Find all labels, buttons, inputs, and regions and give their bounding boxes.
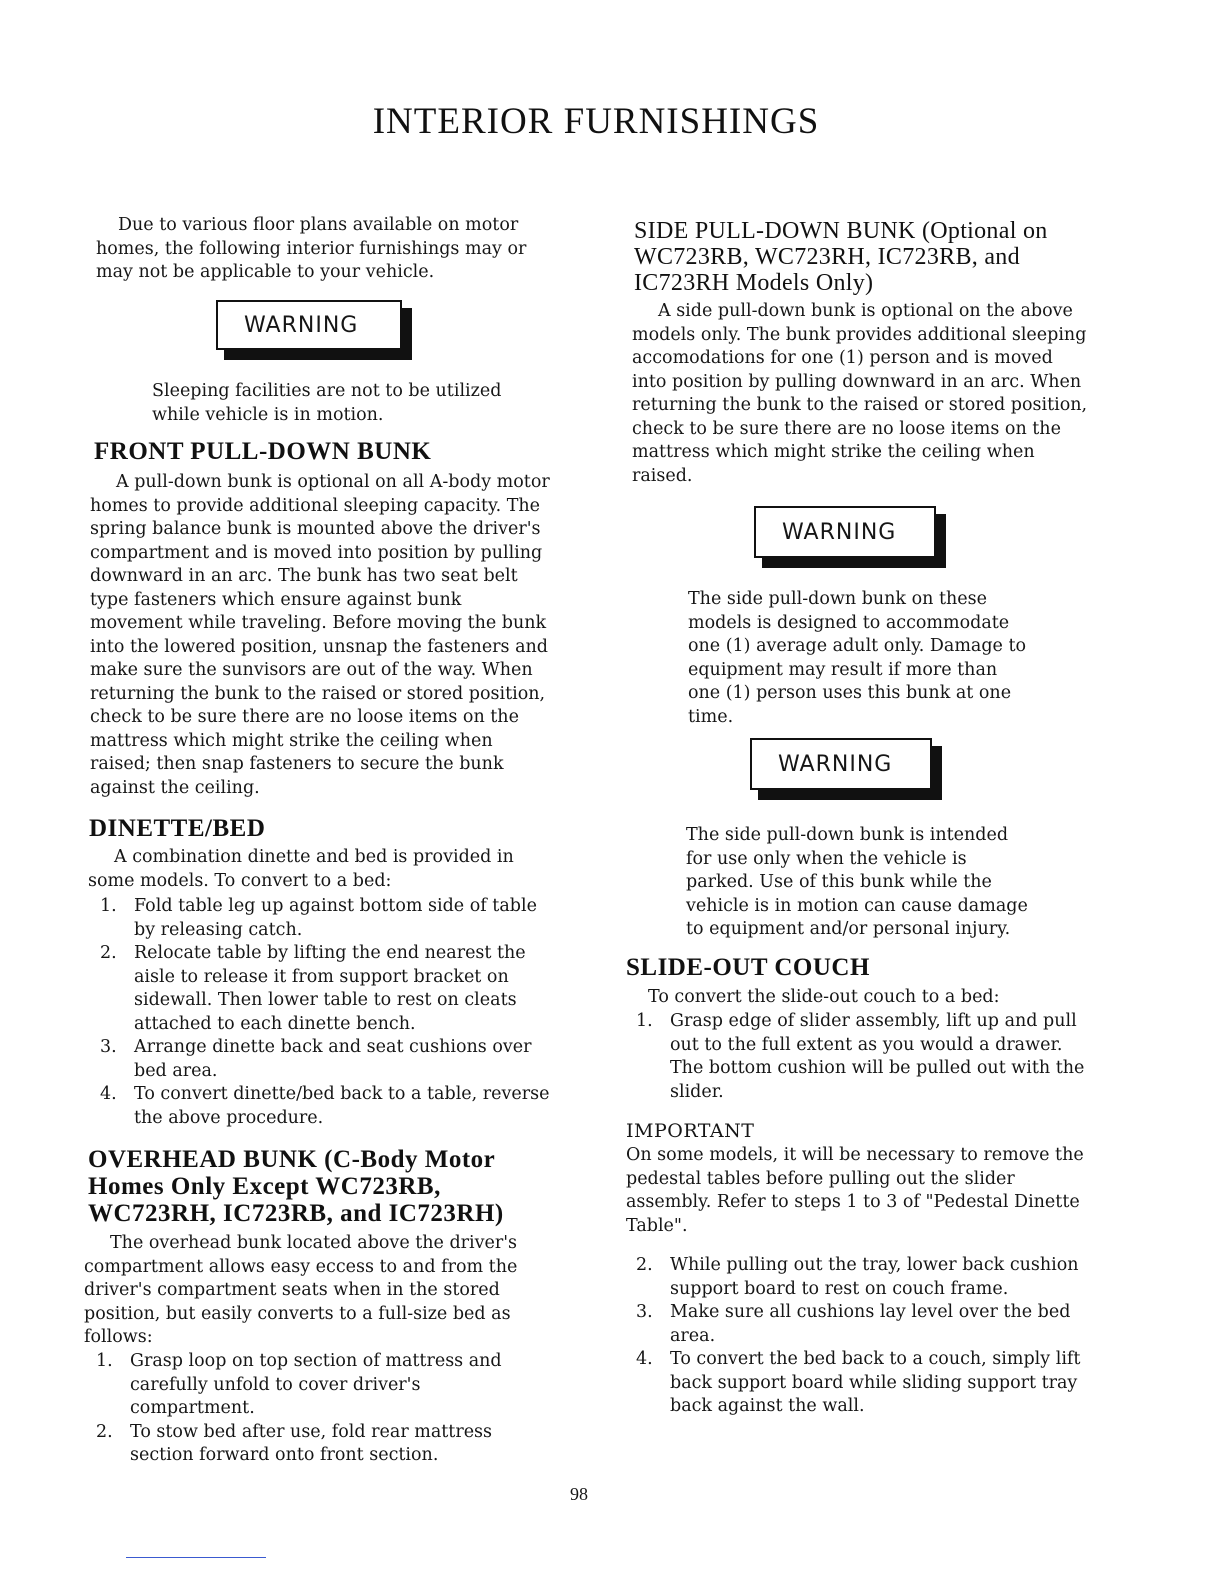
footer-rule xyxy=(126,1557,266,1558)
list-item: 3. Arrange dinette back and seat cushions over bed area. xyxy=(100,1037,532,1081)
page-number: 98 xyxy=(570,1484,588,1504)
warning-box-3 xyxy=(750,738,932,790)
list-item: 4. To convert the bed back to a couch, simply lift back support board while sliding support tray back against the wall. xyxy=(636,1349,1081,1416)
overhead-body: The overhead bunk located above the driver's compartment allows easy eccess to and from the driver's compartment seats when in the stored position, but easily converts to a full-size bed as follows: xyxy=(84,1233,518,1347)
front-bunk-body: A pull-down bunk is optional on all A-body motor homes to provide additional sleeping capacity. The spring balance bunk is mounted above the driver's compartment and is moved into position by pulling downward in an arc. The bunk has two seat belt type fasteners which ensure against bunk movement while traveling. Before moving the bunk into the lowered position, unsnap the fasteners and make sure the sunvisors are out of the way. When returning the bunk to the raised or stored position, check to be sure there are no loose items on the mattress which might strike the ceiling when raised; then snap fasteners to secure the bunk against the ceiling. xyxy=(90,472,550,798)
important-body: On some models, it will be necessary to remove the pedestal tables before pulling out the slider assembly. Refer to steps 1 to 3 of "Pedestal Dinette Table". xyxy=(626,1145,1084,1236)
couch-heading: SLIDE-OUT COUCH xyxy=(626,954,870,981)
couch-body: To convert the slide-out couch to a bed: xyxy=(648,987,1000,1007)
warning-box-2 xyxy=(754,506,936,558)
list-item: 2. To stow bed after use, fold rear mattress section forward onto front section. xyxy=(96,1421,493,1465)
list-item: 4. To convert dinette/bed back to a table, reverse the above procedure. xyxy=(100,1084,550,1128)
list-item: 1. Fold table leg up against bottom side of table by releasing catch. xyxy=(100,896,537,940)
important-heading: IMPORTANT xyxy=(626,1120,755,1142)
couch-steps xyxy=(626,1254,1086,1419)
warning-label: WARNING xyxy=(244,312,359,338)
page-title: INTERIOR FURNISHINGS xyxy=(372,101,820,142)
warning-2-text: The side pull-down bunk on these models is designed to accommodate one (1) average adult only. Damage to equipment may result if more than one (1) person uses this bunk at one time. xyxy=(688,589,1027,727)
overhead-steps xyxy=(86,1350,548,1468)
list-item: 2. While pulling out the tray, lower back cushion support board to rest on couch frame. xyxy=(636,1255,1079,1299)
warning-3-text: The side pull-down bunk is intended for use only when the vehicle is parked. Use of this bunk while the vehicle is in motion can cause damage to equipment and/or personal injury. xyxy=(686,825,1028,939)
warning-label: WARNING xyxy=(782,519,897,545)
dinette-heading: DINETTE/BED xyxy=(89,815,266,842)
warning-1-text: Sleeping facilities are not to be utilized while vehicle is in motion. xyxy=(152,381,502,425)
dinette-steps xyxy=(90,895,552,1130)
list-item: 3. Make sure all cushions lay level over the bed area. xyxy=(636,1302,1071,1346)
overhead-heading: OVERHEAD BUNK (C-Body Motor Homes Only Except WC723RB, WC723RH, IC723RB, and IC723RH) xyxy=(88,1146,504,1227)
front-bunk-heading: FRONT PULL-DOWN BUNK xyxy=(94,438,432,465)
intro-text: Due to various floor plans available on motor homes, the following interior furnishings may or may not be applicable to your vehicle. xyxy=(96,215,527,282)
couch-step-1 xyxy=(626,1010,1086,1104)
side-bunk-heading: SIDE PULL-DOWN BUNK (Optional on WC723RB, WC723RH, IC723RB, and IC723RH Models Only) xyxy=(634,218,1048,296)
side-bunk-body: A side pull-down bunk is optional on the above models only. The bunk provides additional sleeping accomodations for one (1) person and is moved into position by pulling downward in an arc. When returning the bunk to the raised or stored position, check to be sure there are no loose items on the mattress which might strike the ceiling when raised. xyxy=(632,301,1088,486)
list-item: 1. Grasp edge of slider assembly, lift up and pull out to the full extent as you would a drawer. The bottom cushion will be pulled out with the slider. xyxy=(636,1011,1085,1102)
warning-label: WARNING xyxy=(778,751,893,777)
list-item: 1. Grasp loop on top section of mattress and carefully unfold to cover driver's compartment. xyxy=(96,1351,502,1418)
warning-box-1 xyxy=(216,300,402,350)
dinette-body: A combination dinette and bed is provided in some models. To convert to a bed: xyxy=(88,847,514,891)
list-item: 2. Relocate table by lifting the end nearest the aisle to release it from support bracket on sidewall. Then lower table to rest on cleats attached to each dinette bench. xyxy=(100,943,526,1034)
